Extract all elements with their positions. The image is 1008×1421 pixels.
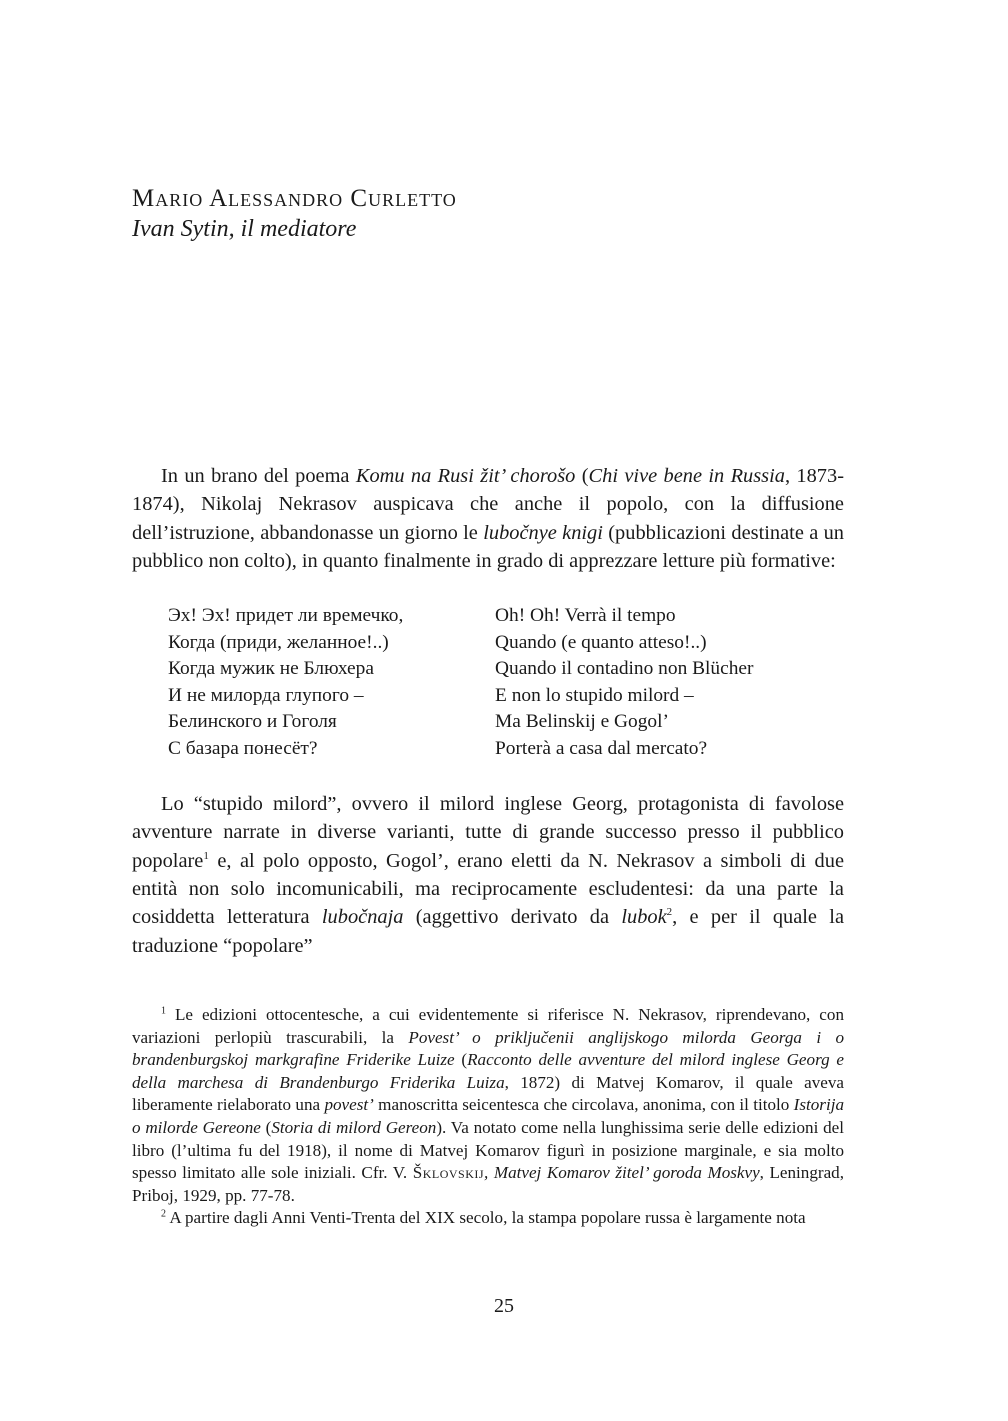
text-run: (pubblicazioni destinate a un pubblico non colto), in quanto finalmente in grado di apprezzare letture più formative: — [132, 521, 844, 572]
small-caps-run: Šklovskij — [412, 1163, 485, 1183]
poem-line: И не милорда глупого – — [168, 684, 364, 706]
text-run: In un brano del poema — [161, 465, 356, 487]
footnote-number: 1 — [161, 1005, 166, 1017]
text-run: ( — [575, 465, 589, 487]
italic-run: lubok — [621, 906, 667, 929]
italic-run: Racconto delle avventure del milord inglese Georg e della marchesa di Brandenburgo Friderika Luiza — [132, 1050, 845, 1092]
italic-run: , Matvej Komarov žitel’ goroda Moskvy — [484, 1163, 760, 1183]
italic-run: lubočnaja — [321, 906, 404, 929]
page-number: 25 — [494, 1295, 514, 1317]
text-run: ( — [454, 1050, 468, 1070]
poem-line: Quando (e quanto atteso!..) — [495, 631, 707, 653]
body-text — [132, 462, 844, 960]
poem-line: Quando il contadino non Blücher — [495, 658, 754, 680]
article-header — [132, 184, 852, 244]
text-run: (aggettivo derivato da — [403, 906, 622, 929]
text-run: A partire dagli Anni Venti-Trenta del XIX secolo, la stampa popolare russa è largamente nota — [166, 1208, 806, 1228]
footnote-number: 2 — [161, 1208, 166, 1220]
text-run: , e per il quale la traduzione “popolare” — [132, 906, 844, 957]
poem-line: Porterà a casa dal mercato? — [495, 737, 708, 759]
poem-russian-column — [168, 603, 495, 762]
poem-italian-column — [495, 603, 754, 762]
italic-run: Komu na Rusi žit’ chorošo — [355, 465, 576, 487]
poem-line: E non lo stupido milord – — [495, 684, 694, 706]
poem-line: Когда мужик не Блюхера — [168, 658, 374, 680]
author-name: Mario Alessandro Curletto — [132, 185, 457, 212]
italic-run: povest’ — [324, 1095, 374, 1115]
poem-line: Oh! Oh! Verrà il tempo — [495, 605, 676, 627]
footnote-ref[interactable]: 2 — [666, 906, 673, 919]
italic-run: Chi vive bene in Russia — [588, 465, 785, 487]
poem-line: Эх! Эх! придет ли времечко, — [168, 605, 404, 627]
text-run: e, al polo opposto, Gogol’, erano eletti da N. Nekrasov a simboli di due entità non solo incomunicabili, ma reciprocamente escludentesi: da una parte la cosiddetta letteratura — [132, 849, 844, 929]
poem-line: Белинского и Гоголя — [168, 711, 337, 733]
text-run: , Leningrad, Priboj, 1929, pp. 77-78. — [132, 1163, 844, 1205]
poem-line: С базара понесёт? — [168, 737, 318, 759]
italic-run: Povest’ o priključenii anglijskogo milorda Georga i o brandenburgskoj markgrafine Friderike Luize — [132, 1027, 845, 1070]
poem-line: Когда (приди, желанное!..) — [168, 631, 389, 653]
text-run: ( — [260, 1117, 272, 1137]
text-run: manoscritta seicentesca che circolava, anonima, con il titolo — [373, 1095, 794, 1115]
text-run: Lo “stupido milord”, ovvero il milord inglese Georg, protagonista di favolose avventure narrate in diverse varianti, tutte di grande successo presso il pubblico popolare — [132, 793, 844, 872]
italic-run: lubočnye knigi — [483, 521, 603, 544]
poem-line: Ma Belinskij e Gogol’ — [495, 711, 669, 733]
paragraph-2 — [132, 790, 844, 960]
poem-block — [168, 603, 844, 762]
text-run: ). Va notato come nella lunghissima serie delle edizioni del libro (l’ultima fu del 1918), il nome di Matvej Komarov figurì in posizione marginale, e sia molto spesso limitato alle sole iniziali. Cfr. V. — [132, 1117, 844, 1183]
text-run: , 1872) di Matvej Komarov, il quale aveva liberamente rielaborato una — [132, 1072, 844, 1115]
text-run: Le edizioni ottocentesche, a cui evidentemente si riferisce N. Nekrasov, riprendevano, con variazioni perlopiù trascurabili, la — [132, 1005, 844, 1047]
footnote-1 — [132, 1004, 844, 1207]
article-title: Ivan Sytin, il mediatore — [132, 216, 357, 242]
footnote-2 — [132, 1207, 844, 1230]
italic-run: Storia di milord Gereon — [271, 1117, 437, 1137]
footnotes — [132, 1004, 844, 1230]
footnote-ref[interactable]: 1 — [203, 849, 209, 862]
paragraph-1 — [132, 462, 844, 575]
text-run: , 1873-1874), Nikolaj Nekrasov auspicava che anche il popolo, con la diffusione dell’istruzione, abbandonasse un giorno le — [132, 465, 844, 544]
italic-run: Istorija o milorde Gereone — [132, 1095, 844, 1137]
